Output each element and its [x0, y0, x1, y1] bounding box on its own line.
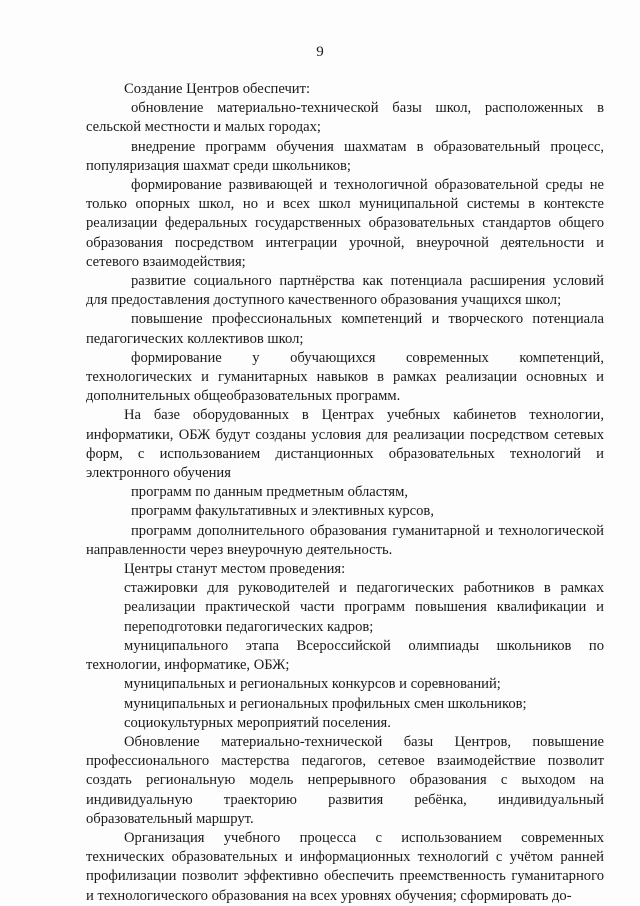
- list-item: внедрение программ обучения шахматам в образовательный процесс, популяризация шахмат среди школьников;: [86, 138, 604, 174]
- list-item: повышение профессиональных компетенций и творческого потенциала педагогических коллективов школ;: [86, 311, 604, 347]
- list-item: формирование развивающей и технологичной образовательной среды не только опорных школ, но и всех школ муниципальной системы в контексте реализации федеральных государственных образовательных стандартов общего образования посредством интеграции урочной, внеурочной деятельности и сетевого взаимодействия;: [86, 177, 604, 270]
- paragraph: Центры станут местом проведения:: [124, 561, 346, 578]
- list-item: развитие социального партнёрства как потенциала расширения условий для предоставления доступного качественного образования учащихся школ;: [86, 273, 604, 309]
- page-number: 9: [316, 44, 324, 60]
- list-item: муниципального этапа Всероссийской олимпиады школьников по технологии, информатике, ОБЖ;: [86, 637, 604, 674]
- paragraph-intro: Создание Центров обеспечит:: [124, 81, 311, 97]
- document-body: [86, 80, 604, 906]
- list-item: муниципальных и региональных конкурсов и соревнований;: [124, 676, 501, 693]
- list-item: программ факультативных и элективных курсов,: [131, 503, 434, 520]
- paragraph: Обновление материально-технической базы Центров, повышение профессионального мастерства педагогов, сетевое взаимодействие позволит создать региональную модель непрерывного образования с выходом на индивидуальную траекторию развития ребёнка, индивидуальный образовательный маршрут.: [86, 733, 604, 827]
- list-item: муниципальных и региональных профильных смен школьников;: [124, 695, 527, 712]
- paragraph: На базе оборудованных в Центрах учебных кабинетов технологии, информатики, ОБЖ будут созданы условия для реализации посредством сетевых форм, с использованием дистанционных образовательных технологий и электронного обучения: [86, 407, 604, 482]
- list-item: программ по данным предметным областям,: [131, 484, 409, 501]
- paragraph: Организация учебного процесса с использованием современных технических образовательных и информационных технологий с учётом ранней профилизации позволит эффективно обеспечить преемственность гуманитарного и технологического образования на всех уровнях обучения; сформировать до-: [86, 829, 604, 904]
- list-item: социокультурных мероприятий поселения.: [124, 714, 391, 731]
- list-item: стажировки для руководителей и педагогических работников в рамках реализации практической части программ повышения квалификации и переподготовки педагогических кадров;: [124, 580, 604, 635]
- list-item: обновление материально-технической базы школ, расположенных в сельской местности и малых городах;: [86, 100, 604, 136]
- list-item: формирование у обучающихся современных компетенций, технологических и гуманитарных навыков в рамках реализации основных и дополнительных общеобразовательных программ.: [86, 349, 604, 405]
- list-item: программ дополнительного образования гуманитарной и технологической направленности через внеурочную деятельность.: [86, 522, 604, 558]
